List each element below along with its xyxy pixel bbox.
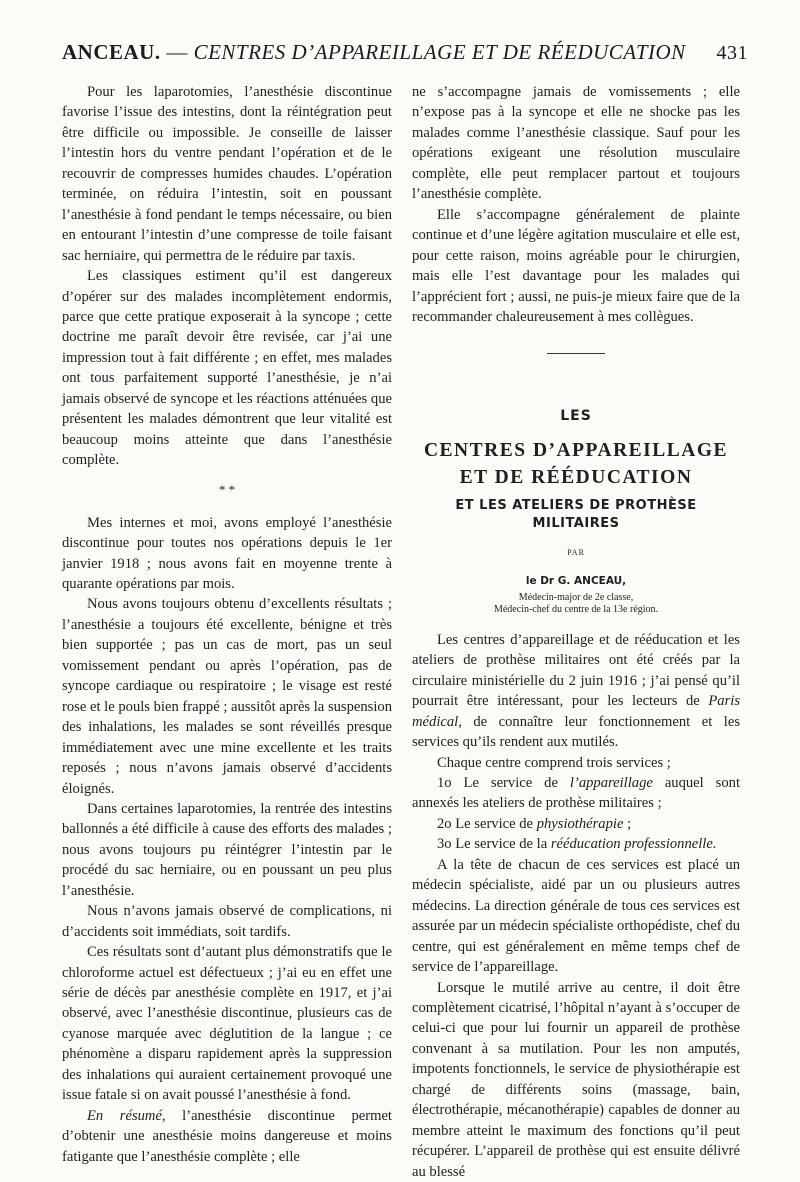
paragraph: Pour les laparotomies, l’anesthésie discontinue favorise l’issue des intestins, dont la réintégration peut être difficile ou impossible. Je conseille de laisser l’intestin hors du ventre pendant l’opération et de le recouvrir de compresses humides chaudes. L’opération terminée, on réduira l’intestin, soit en poussant l’anesthésie à fond pendant le temps nécessaire, ou bien en entourant l’intestin d’une compresse de toile faisant sac herniaire, qui permettra de le réduire par taxis. — [62, 82, 392, 266]
paragraph: Nous avons toujours obtenu d’excellents résultats ; l’anesthésie a toujours été excellente, bénigne et très bien supportée ; pas un cas de mort, pas un seul vomissement pendant ou après l’opération, pas de syncope cardiaque ou respiratoire ; le visage est resté rose et le pouls bien frappé ; aussitôt après la suspension des inhalations, les malades se sont réveillés presque immédiatement avec une mine excellente et les traits reposés ; nous n’avons jamais observé d’accidents éloignés. — [62, 594, 392, 799]
page-number: 431 — [717, 42, 749, 65]
byline — [412, 543, 740, 616]
text: Le service de — [452, 816, 537, 832]
text: Les centres d’appareillage et de rééducation et les ateliers de prothèse militaires ont été créés par la circulaire ministérielle du 2 juin 1916 ; j’ai pensé qu’il pourrait être intéressant, pour les lecteurs de — [412, 632, 740, 709]
service-name: physiothérapie — [537, 816, 624, 832]
service-item-2 — [412, 814, 740, 834]
paragraph: Ces résultats sont d’autant plus démonstratifs que le chloroforme actuel est défectueux ; j’ai eu en effet une série de décès par anesthésie complète en 1917, et j’ai observé, avec l’anesthésie discontinue, plusieurs cas de cyanose marquée avec déglutition de la langue ; ce phénomène a disparu rapidement après la suppression des inhalations qui auraient certainement provoqué une issue fatale si on avait poussé l’anesthésie à fond. — [62, 942, 392, 1106]
right-column — [412, 82, 740, 1182]
header-title: CENTRES D’APPAREILLAGE ET DE RÉEDUCATION — [194, 40, 686, 64]
service-item-1 — [412, 773, 740, 814]
paragraph: Chaque centre comprend trois services ; — [412, 753, 740, 773]
paragraph: ne s’accompagne jamais de vomissements ; elle n’expose pas à la syncope et elle ne shocke pas les malades comme l’anesthésie classique. Sauf pour les opérations exigeant une résolution musculaire complète, elle peut remplacer partout et toujours l’anesthésie complète. — [412, 82, 740, 205]
text: ; — [623, 816, 631, 832]
byline-author: le Dr G. ANCEAU, — [412, 571, 740, 591]
service-item-3 — [412, 834, 740, 854]
paragraph: Dans certaines laparotomies, la rentrée des intestins ballonnés a été difficile à cause des efforts des malades ; nous avons toujours pu réintégrer l’intestin par le procédé du sac herniaire, ou en poussant un peu plus l’anesthésie. — [62, 799, 392, 901]
section-asterism: * * — [62, 485, 392, 495]
article-heading — [412, 406, 740, 532]
article-heading-les: LES — [412, 406, 740, 426]
byline-role-2: Médecin-chef du centre de la 13e région. — [412, 604, 740, 616]
header-dash: — — [166, 40, 188, 64]
paragraph: Nous n’avons jamais observé de complications, ni d’accidents soit immédiats, soit tardifs. — [62, 901, 392, 942]
service-name: l’appareillage — [570, 775, 653, 791]
service-name: rééducation professionnelle. — [551, 836, 717, 852]
paragraph: A la tête de chacun de ces services est placé un médecin spécialiste, aidé par un ou plusieurs autres médecins. La direction générale de tous ces services est assurée par un médecin spécialiste orthopédiste, chef du centre, qui est généralement en même temps chef de service de l’appareillage. — [412, 855, 740, 978]
text: auquel sont annexés les ateliers de prothèse militaires ; — [412, 775, 740, 811]
paragraph: Mes internes et moi, avons employé l’anesthésie discontinue pour toutes nos opérations depuis le 1er janvier 1918 ; nous avons fait en moyenne trente à quarante opérations par mois. — [62, 513, 392, 595]
running-head — [62, 40, 748, 65]
paragraph — [412, 630, 740, 753]
paragraph: Les classiques estiment qu’il est dangereux d’opérer sur des malades incomplètement endormis, parce que cette pratique exposerait à la syncope ; cette doctrine me paraît devoir être revisée, car j’ai une impression tout à fait différente ; en effet, mes malades ont tous parfaitement supporté l’anesthésie, je n’ai jamais observé de syncope et les réactions atténuées que présentent les malades démontrent que leur vitalité est beaucoup moins atteinte que dans l’anesthésie complète. — [62, 266, 392, 471]
byline-role-1: Médecin-major de 2e classe, — [412, 592, 740, 604]
paragraph: Lorsque le mutilé arrive au centre, il doit être complètement cicatrisé, l’hôpital n’ayant à s’occuper de celui-ci que pour lui fournir un appareil de prothèse convenant à sa mutilation. Pour les non amputés, impotents fonctionnels, le service de physiothérapie est chargé de différents soins (massage, bain, électrothérapie, mécanothérapie) capables de donner au membre atteint le maximum des fonctions qu’il peut récupérer. L’appareil de prothèse qui est ensuite délivré au blessé — [412, 978, 740, 1182]
article-subtitle: ET LES ATELIERS DE PROTHÈSE MILITAIRES — [412, 497, 740, 533]
divider — [547, 353, 605, 354]
list-number: 2o — [437, 816, 452, 832]
text: Le service de — [452, 775, 570, 791]
header-author: ANCEAU. — [62, 40, 161, 64]
journal-name: Paris médical, — [412, 693, 740, 729]
article-title-line-2: ET DE RÉÉDUCATION — [412, 464, 740, 491]
article-title-line-1: CENTRES D’APPAREILLAGE — [412, 437, 740, 464]
paragraph-summary — [62, 1106, 392, 1167]
summary-lead: En résumé, — [87, 1108, 166, 1124]
summary-text: l’anesthésie discontinue permet d’obtenir une anesthésie moins dangereuse et moins fatigante que l’anesthésie complète ; elle — [62, 1108, 392, 1165]
text: Le service de la — [452, 836, 551, 852]
list-number: 1o — [437, 775, 452, 791]
list-number: 3o — [437, 836, 452, 852]
text: de connaître leur fonctionnement et les services qu’ils rendent aux mutilés. — [412, 714, 740, 750]
left-column — [62, 82, 392, 1167]
byline-par: PAR — [412, 543, 740, 563]
paragraph: Elle s’accompagne généralement de plainte continue et d’une légère agitation musculaire et elle est, pour cette raison, moins agréable pour le chirurgien, mais elle l’est davantage pour les malades qui l’apprécient fort ; aussi, ne puis-je mieux faire que de la recommander chaleureusement à mes collègues. — [412, 205, 740, 328]
